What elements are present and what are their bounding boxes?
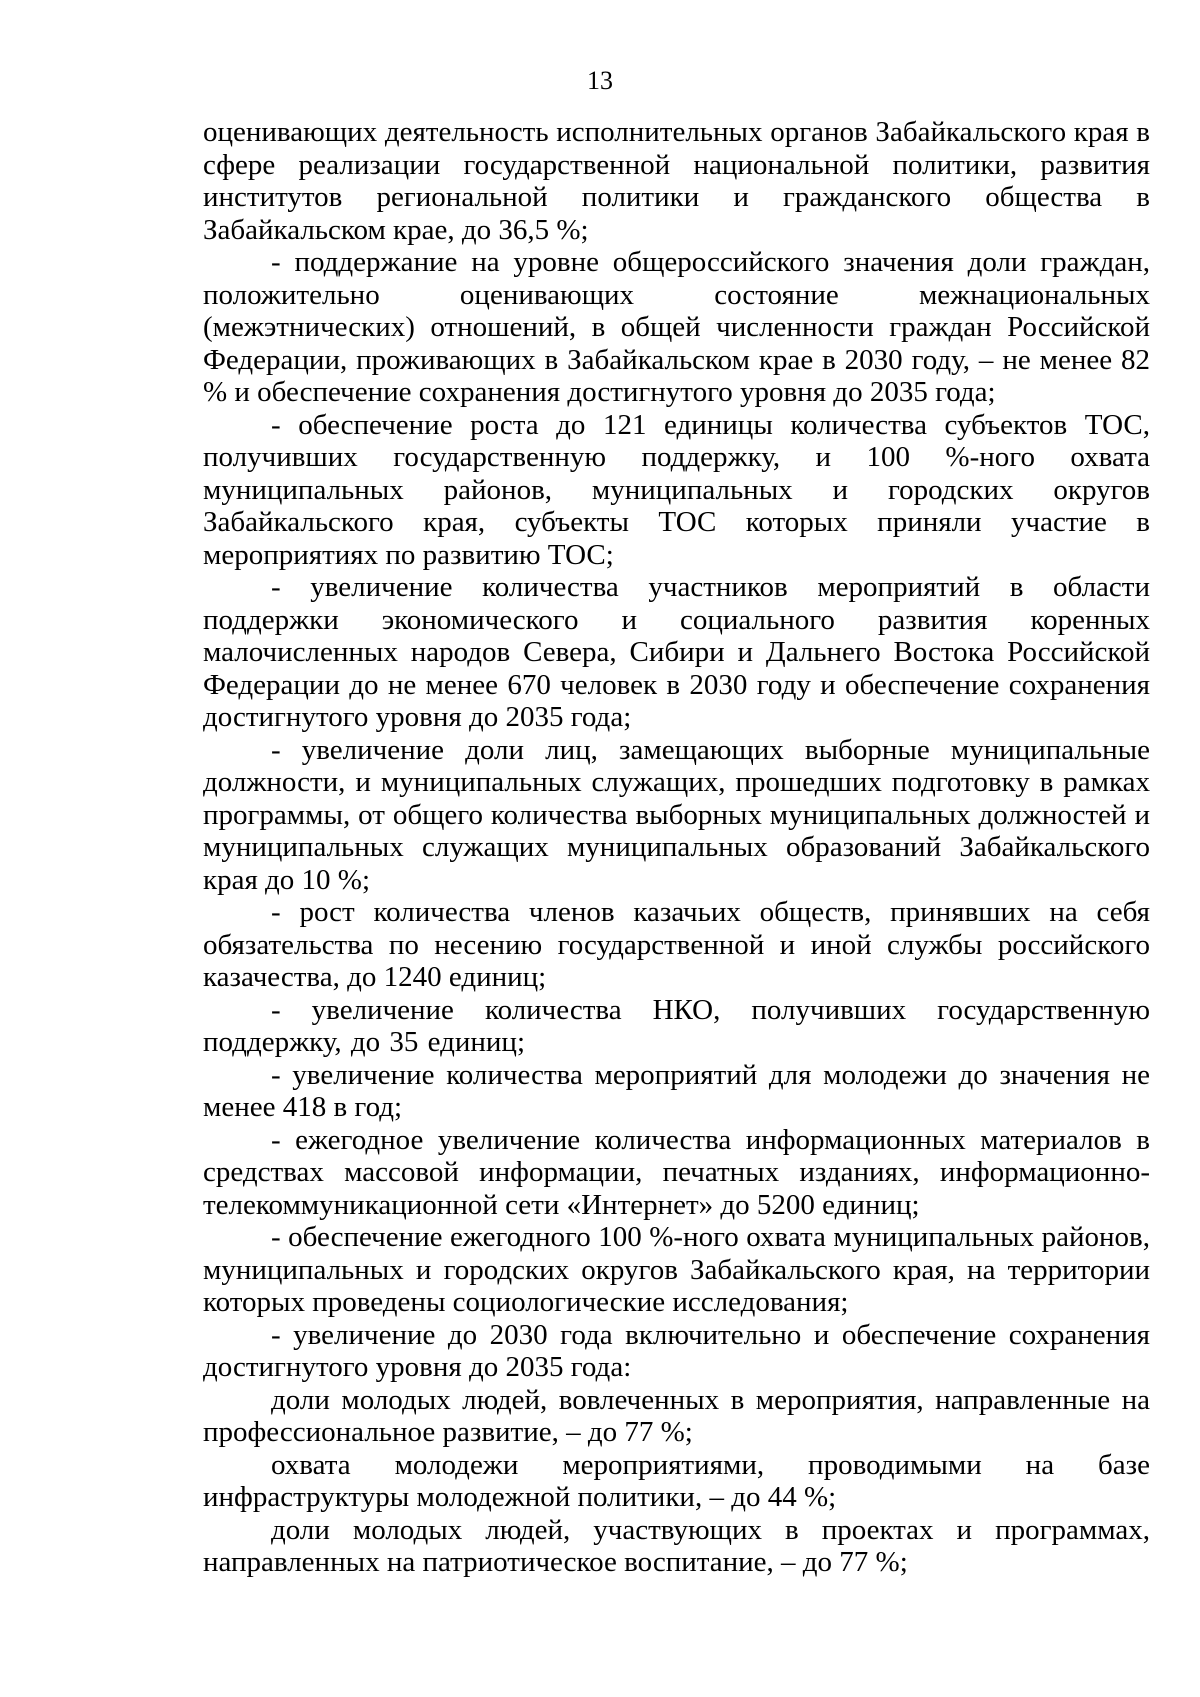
sub-item-paragraph: охвата молодежи мероприятиями, проводимыми на базе инфраструктуры молодежной политики, – до 44 %;	[203, 1448, 1150, 1513]
document-body	[203, 116, 1150, 1579]
list-item-paragraph: - увеличение до 2030 года включительно и обеспечение сохранения достигнутого уровня до 2035 года:	[203, 1318, 1150, 1383]
list-item-paragraph: - рост количества членов казачьих обществ, принявших на себя обязательства по несению государственной и иной службы российского казачества, до 1240 единиц;	[203, 896, 1150, 993]
list-item-paragraph: - ежегодное увеличение количества информационных материалов в средствах массовой информации, печатных изданиях, информационно-телекоммуникационной сети «Интернет» до 5200 единиц;	[203, 1123, 1150, 1221]
list-item-paragraph: - увеличение количества участников мероприятий в области поддержки экономического и социального развития коренных малочисленных народов Севера, Сибири и Дальнего Востока Российской Федерации до не менее 670 человек в 2030 году и обеспечение сохранения достигнутого уровня до 2035 года;	[203, 571, 1150, 733]
list-item-paragraph: - обеспечение роста до 121 единицы количества субъектов ТОС, получивших государственную поддержку, и 100 %-ного охвата муниципальных районов, муниципальных и городских округов Забайкальского края, субъекты ТОС которых приняли участие в мероприятиях по развитию ТОС;	[203, 408, 1150, 571]
page-number: 13	[587, 66, 613, 95]
sub-item-paragraph: доли молодых людей, вовлеченных в мероприятия, направленные на профессиональное развитие, – до 77 %;	[203, 1383, 1150, 1448]
sub-item-paragraph: доли молодых людей, участвующих в проектах и программах, направленных на патриотическое воспитание, – до 77 %;	[203, 1513, 1150, 1578]
list-item-paragraph: - увеличение количества мероприятий для молодежи до значения не менее 418 в год;	[203, 1058, 1150, 1123]
list-item-paragraph: - обеспечение ежегодного 100 %-ного охвата муниципальных районов, муниципальных и городских округов Забайкальского края, на территории которых проведены социологические исследования;	[203, 1221, 1150, 1318]
list-item-paragraph: - увеличение количества НКО, получивших государственную поддержку, до 35 единиц;	[203, 993, 1150, 1058]
list-item-paragraph: - увеличение доли лиц, замещающих выборные муниципальные должности, и муниципальных служащих, прошедших подготовку в рамках программы, от общего количества выборных муниципальных должностей и муниципальных служащих муниципальных образований Забайкальского края до 10 %;	[203, 733, 1150, 896]
list-item-paragraph: - поддержание на уровне общероссийского значения доли граждан, положительно оценивающих состояние межнациональных (межэтнических) отношений, в общей численности граждан Российской Федерации, проживающих в Забайкальском крае в 2030 году, – не менее 82 % и обеспечение сохранения достигнутого уровня до 2035 года;	[203, 246, 1150, 408]
paragraph-continuation: оценивающих деятельность исполнительных органов Забайкальского края в сфере реализации государственной национальной политики, развития институтов региональной политики и гражданского общества в Забайкальском крае, до 36,5 %;	[203, 116, 1150, 246]
